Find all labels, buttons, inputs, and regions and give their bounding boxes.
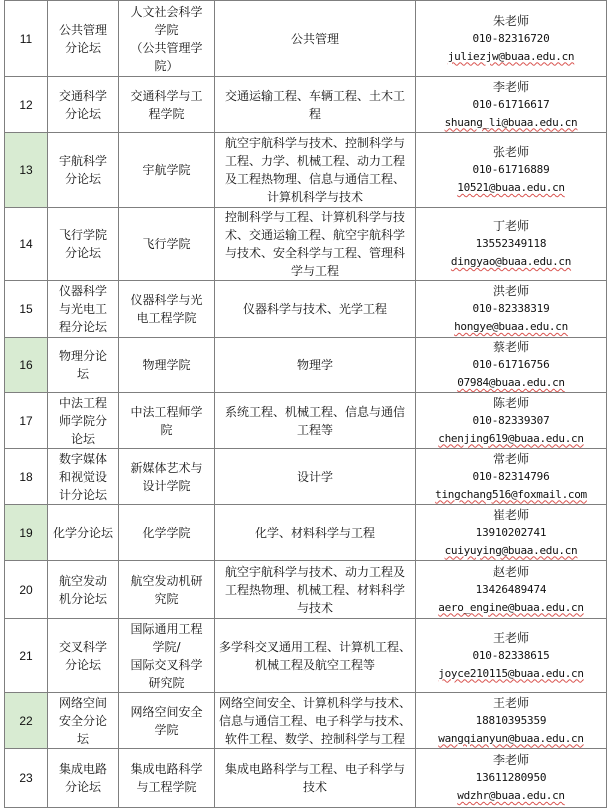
contact-teacher: 陈老师	[492, 395, 529, 410]
row-number: 19	[5, 505, 48, 561]
table-row	[5, 77, 607, 133]
school-name: 集成电路科学 与工程学院	[119, 749, 215, 808]
contact-email[interactable]: 10521@buaa.edu.cn	[457, 181, 565, 194]
contact-teacher: 朱老师	[492, 13, 529, 28]
contact-email[interactable]: hongye@buaa.edu.cn	[454, 320, 568, 333]
school-name: 交通科学与工 程学院	[119, 77, 215, 133]
contact-teacher: 崔老师	[492, 507, 529, 522]
school-name: 宇航学院	[119, 133, 215, 208]
contact-phone: 010-61716617	[472, 97, 550, 111]
major-list: 公共管理	[215, 1, 416, 77]
contact-info	[416, 1, 607, 77]
table-row	[5, 505, 607, 561]
contact-phone: 010-61716889	[472, 163, 550, 176]
school-name: 人文社会科学 学院 （公共管理学 院）	[119, 1, 215, 77]
table-body	[5, 1, 607, 808]
contact-phone: 010-61716756	[472, 358, 550, 371]
contact-email[interactable]: joyce210115@buaa.edu.cn	[438, 666, 584, 680]
school-name: 化学学院	[119, 505, 215, 561]
contact-info	[416, 449, 607, 505]
contact-info	[416, 561, 607, 619]
contact-teacher: 王老师	[492, 630, 529, 645]
contact-info	[416, 393, 607, 449]
contact-email[interactable]: wangqianyun@buaa.edu.cn	[438, 731, 584, 745]
major-list: 多学科交叉通用工程、计算机工程、 机械工程及航空工程等	[215, 619, 416, 693]
table-row	[5, 619, 607, 693]
contact-email[interactable]: aero_engine@buaa.edu.cn	[438, 600, 584, 614]
contact-teacher: 李老师	[492, 753, 529, 767]
row-number: 16	[5, 338, 48, 393]
major-list: 航空宇航科学与技术、动力工程及 工程热物理、机械工程、材料科学 与技术	[215, 561, 416, 619]
contact-email[interactable]: chenjing619@buaa.edu.cn	[438, 431, 584, 445]
major-list: 设计学	[215, 449, 416, 505]
row-number: 20	[5, 561, 48, 619]
table-row	[5, 693, 607, 749]
school-name: 航空发动机研 究院	[119, 561, 215, 619]
contact-phone: 010-82338615	[472, 648, 550, 662]
contact-phone: 010-82338319	[472, 302, 550, 315]
row-number: 21	[5, 619, 48, 693]
contact-info	[416, 619, 607, 693]
contact-email[interactable]: dingyao@buaa.edu.cn	[450, 255, 572, 268]
contact-email[interactable]: juliezjw@buaa.edu.cn	[447, 49, 575, 63]
major-list: 化学、材料科学与工程	[215, 505, 416, 561]
school-name: 物理学院	[119, 338, 215, 393]
contact-teacher: 王老师	[492, 695, 529, 710]
row-number: 14	[5, 208, 48, 281]
contact-teacher: 洪老师	[492, 284, 529, 298]
table-row	[5, 449, 607, 505]
major-list: 仪器科学与技术、光学工程	[215, 281, 416, 338]
contact-info	[416, 208, 607, 281]
forum-name: 宇航科学 分论坛	[48, 133, 119, 208]
contact-email[interactable]: cuiyuying@buaa.edu.cn	[444, 543, 578, 557]
contact-phone: 010-82316720	[472, 31, 550, 45]
row-number: 12	[5, 77, 48, 133]
contact-phone: 13426489474	[475, 582, 547, 596]
contact-info	[416, 338, 607, 393]
school-name: 网络空间安全 学院	[119, 693, 215, 749]
contact-teacher: 李老师	[492, 79, 529, 94]
row-number: 23	[5, 749, 48, 808]
contact-info	[416, 749, 607, 808]
forum-name: 中法工程 师学院分 论坛	[48, 393, 119, 449]
forum-name: 仪器科学 与光电工 程分论坛	[48, 281, 119, 338]
forum-name: 化学分论坛	[48, 505, 119, 561]
forum-name: 网络空间 安全分论 坛	[48, 693, 119, 749]
major-list: 控制科学与工程、计算机科学与技 术、交通运输工程、航空宇航科学 与技术、安全科学与工程、管理科 学与工程	[215, 208, 416, 281]
table-row	[5, 393, 607, 449]
contact-teacher: 丁老师	[492, 219, 529, 233]
school-name: 仪器科学与光 电工程学院	[119, 281, 215, 338]
major-list: 系统工程、机械工程、信息与通信 工程等	[215, 393, 416, 449]
contact-phone: 010-82339307	[472, 413, 550, 427]
school-name: 飞行学院	[119, 208, 215, 281]
contact-teacher: 常老师	[492, 451, 529, 466]
contact-teacher: 张老师	[492, 145, 529, 159]
contact-phone: 18810395359	[475, 713, 547, 727]
row-number: 17	[5, 393, 48, 449]
table-row	[5, 749, 607, 808]
row-number: 18	[5, 449, 48, 505]
major-list: 交通运输工程、车辆工程、土木工 程	[215, 77, 416, 133]
forum-contact-table	[4, 0, 607, 808]
table-row	[5, 281, 607, 338]
contact-info	[416, 505, 607, 561]
contact-teacher: 赵老师	[492, 564, 529, 579]
contact-info	[416, 77, 607, 133]
table-row	[5, 1, 607, 77]
contact-info	[416, 133, 607, 208]
row-number: 22	[5, 693, 48, 749]
table-row	[5, 208, 607, 281]
major-list: 网络空间安全、计算机科学与技术、 信息与通信工程、电子科学与技术、 软件工程、数学、控制科学与工程	[215, 693, 416, 749]
contact-email[interactable]: wdzhr@buaa.edu.cn	[457, 789, 565, 802]
contact-phone: 010-82314796	[472, 469, 550, 483]
forum-name: 交通科学 分论坛	[48, 77, 119, 133]
major-list: 物理学	[215, 338, 416, 393]
contact-email[interactable]: 07984@buaa.edu.cn	[457, 376, 565, 389]
contact-teacher: 蔡老师	[492, 340, 529, 354]
school-name: 中法工程师学 院	[119, 393, 215, 449]
contact-info	[416, 281, 607, 338]
contact-phone: 13552349118	[475, 237, 547, 250]
row-number: 13	[5, 133, 48, 208]
table-row	[5, 338, 607, 393]
major-list: 航空宇航科学与技术、控制科学与 工程、力学、机械工程、动力工程 及工程热物理、信息与通信工程、 计算机科学与技术	[215, 133, 416, 208]
row-number: 15	[5, 281, 48, 338]
forum-name: 数字媒体 和视觉设 计分论坛	[48, 449, 119, 505]
forum-name: 公共管理 分论坛	[48, 1, 119, 77]
contact-info	[416, 693, 607, 749]
table-row	[5, 561, 607, 619]
forum-name: 集成电路 分论坛	[48, 749, 119, 808]
school-name: 新媒体艺术与 设计学院	[119, 449, 215, 505]
major-list: 集成电路科学与工程、电子科学与 技术	[215, 749, 416, 808]
forum-name: 飞行学院 分论坛	[48, 208, 119, 281]
row-number: 11	[5, 1, 48, 77]
contact-phone: 13910202741	[475, 525, 547, 539]
school-name: 国际通用工程 学院/ 国际交叉科学 研究院	[119, 619, 215, 693]
contact-email[interactable]: tingchang516@foxmail.com	[435, 487, 587, 501]
contact-email[interactable]: shuang_li@buaa.edu.cn	[444, 115, 578, 129]
forum-name: 航空发动 机分论坛	[48, 561, 119, 619]
table-row	[5, 133, 607, 208]
forum-name: 物理分论 坛	[48, 338, 119, 393]
contact-phone: 13611280950	[475, 771, 547, 784]
forum-name: 交叉科学 分论坛	[48, 619, 119, 693]
